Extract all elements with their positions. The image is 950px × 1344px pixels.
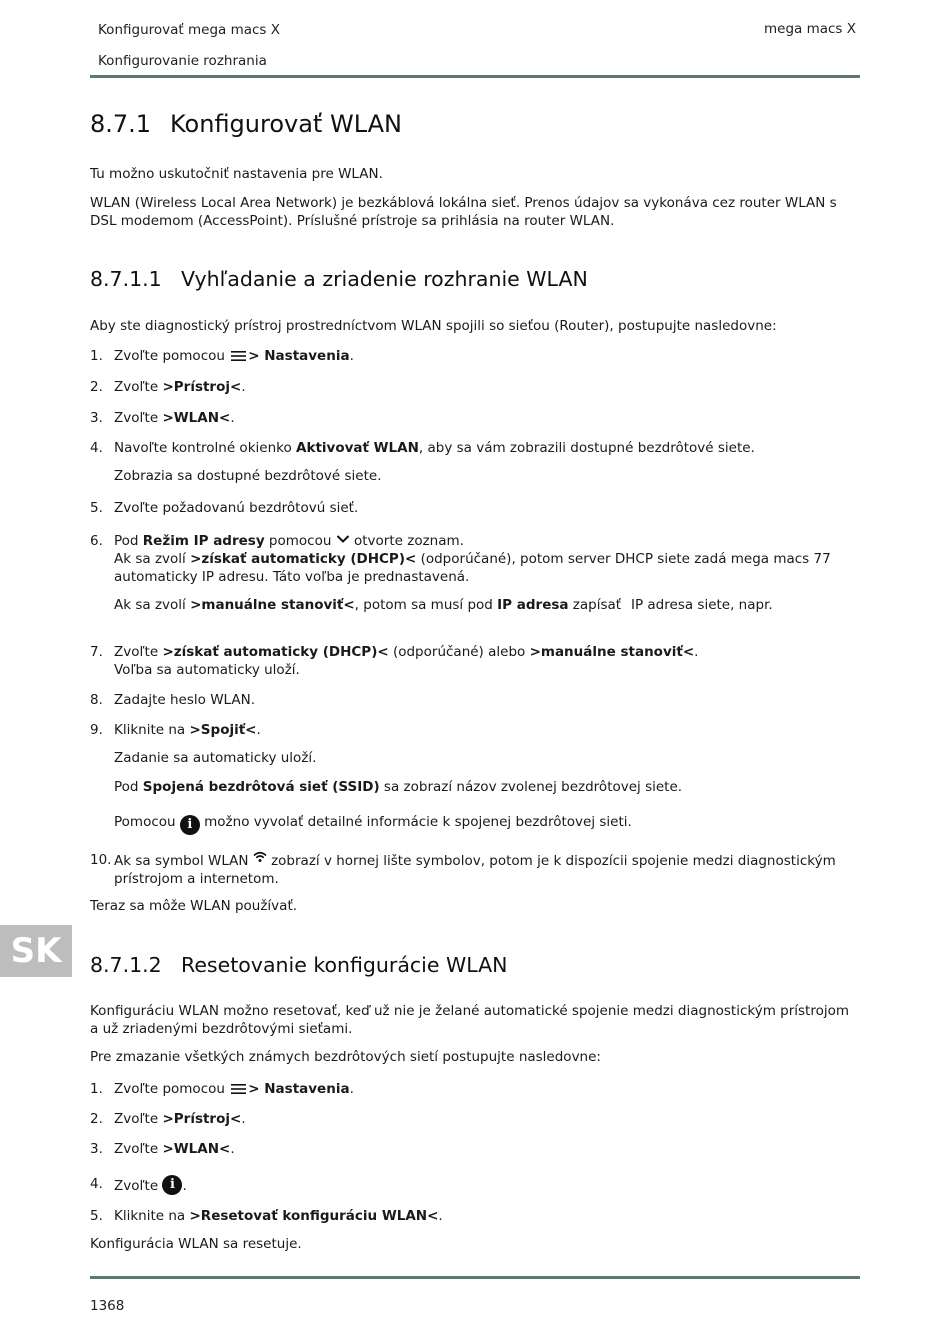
- subsection-2-outro: Konfigurácia WLAN sa resetuje.: [90, 1236, 302, 1252]
- subsection-2-number: 8.7.1.2: [90, 953, 162, 977]
- section-number: 8.7.1: [90, 110, 152, 138]
- subsection-1-heading: [90, 267, 588, 291]
- subsection-1-outro: Teraz sa môže WLAN používať.: [90, 898, 298, 914]
- step-9-ssid: Pod Spojená bezdrôtová sieť (SSID) sa zobrazí názov zvolenej bezdrôtovej siete.: [114, 779, 683, 795]
- language-tab: SK: [0, 925, 72, 977]
- step-9-info: Pomocou i možno vyvolať detailné informácie k spojenej bezdrôtovej sieti.: [114, 812, 632, 835]
- step-result: Zobrazia sa dostupné bezdrôtové siete.: [114, 468, 382, 484]
- page-number: 1368: [90, 1298, 125, 1314]
- step-6-ip-note: IP adresa siete, napr.: [631, 597, 773, 613]
- section-title: Konfigurovať WLAN: [170, 110, 402, 138]
- menu-icon: [231, 1083, 246, 1095]
- header-subtitle: Konfigurovanie rozhrania: [98, 53, 267, 69]
- subsection-2-title: Resetovanie konfigurácie WLAN: [181, 953, 508, 977]
- step-result: Zadanie sa automaticky uloží.: [114, 750, 317, 766]
- section-heading: [90, 110, 402, 138]
- subsection-2-heading: [90, 953, 508, 977]
- subsection-2-intro-1: Konfiguráciu WLAN možno resetovať, keď už nie je želané automatické spojenie medzi diagnostickým prístrojom a už zriadenými bezdrôtovými sieťami.: [90, 1003, 850, 1037]
- wifi-icon: [253, 851, 267, 863]
- header-title: Konfigurovať mega macs X: [98, 22, 280, 38]
- subsection-1-number: 8.7.1.1: [90, 267, 162, 291]
- footer-rule: [90, 1276, 860, 1279]
- chevron-down-icon: [336, 534, 350, 544]
- subsection-1-title: Vyhľadanie a zriadenie rozhranie WLAN: [181, 267, 588, 291]
- section-intro-2: WLAN (Wireless Local Area Network) je bezkáblová lokálna sieť. Prenos údajov sa vykonáva cez router WLAN s DSL modemom (AccessPoint). Príslušné prístroje sa prihlásia na router WLAN.: [90, 195, 837, 229]
- header-product: mega macs X: [764, 21, 857, 37]
- step-6-manual: Ak sa zvolí >manuálne stanoviť<, potom sa musí pod IP adresa zapísať: [114, 597, 622, 613]
- info-icon: i: [180, 815, 200, 835]
- info-icon: i: [162, 1175, 182, 1195]
- subsection-1-intro: Aby ste diagnostický prístroj prostredníctvom WLAN spojili so sieťou (Router), postupujte nasledovne:: [90, 318, 777, 334]
- header-rule: [90, 75, 860, 78]
- subsection-2-intro-2: Pre zmazanie všetkých známych bezdrôtových sietí postupujte nasledovne:: [90, 1049, 601, 1065]
- menu-icon: [231, 350, 246, 362]
- section-intro-1: Tu možno uskutočniť nastavenia pre WLAN.: [90, 166, 383, 182]
